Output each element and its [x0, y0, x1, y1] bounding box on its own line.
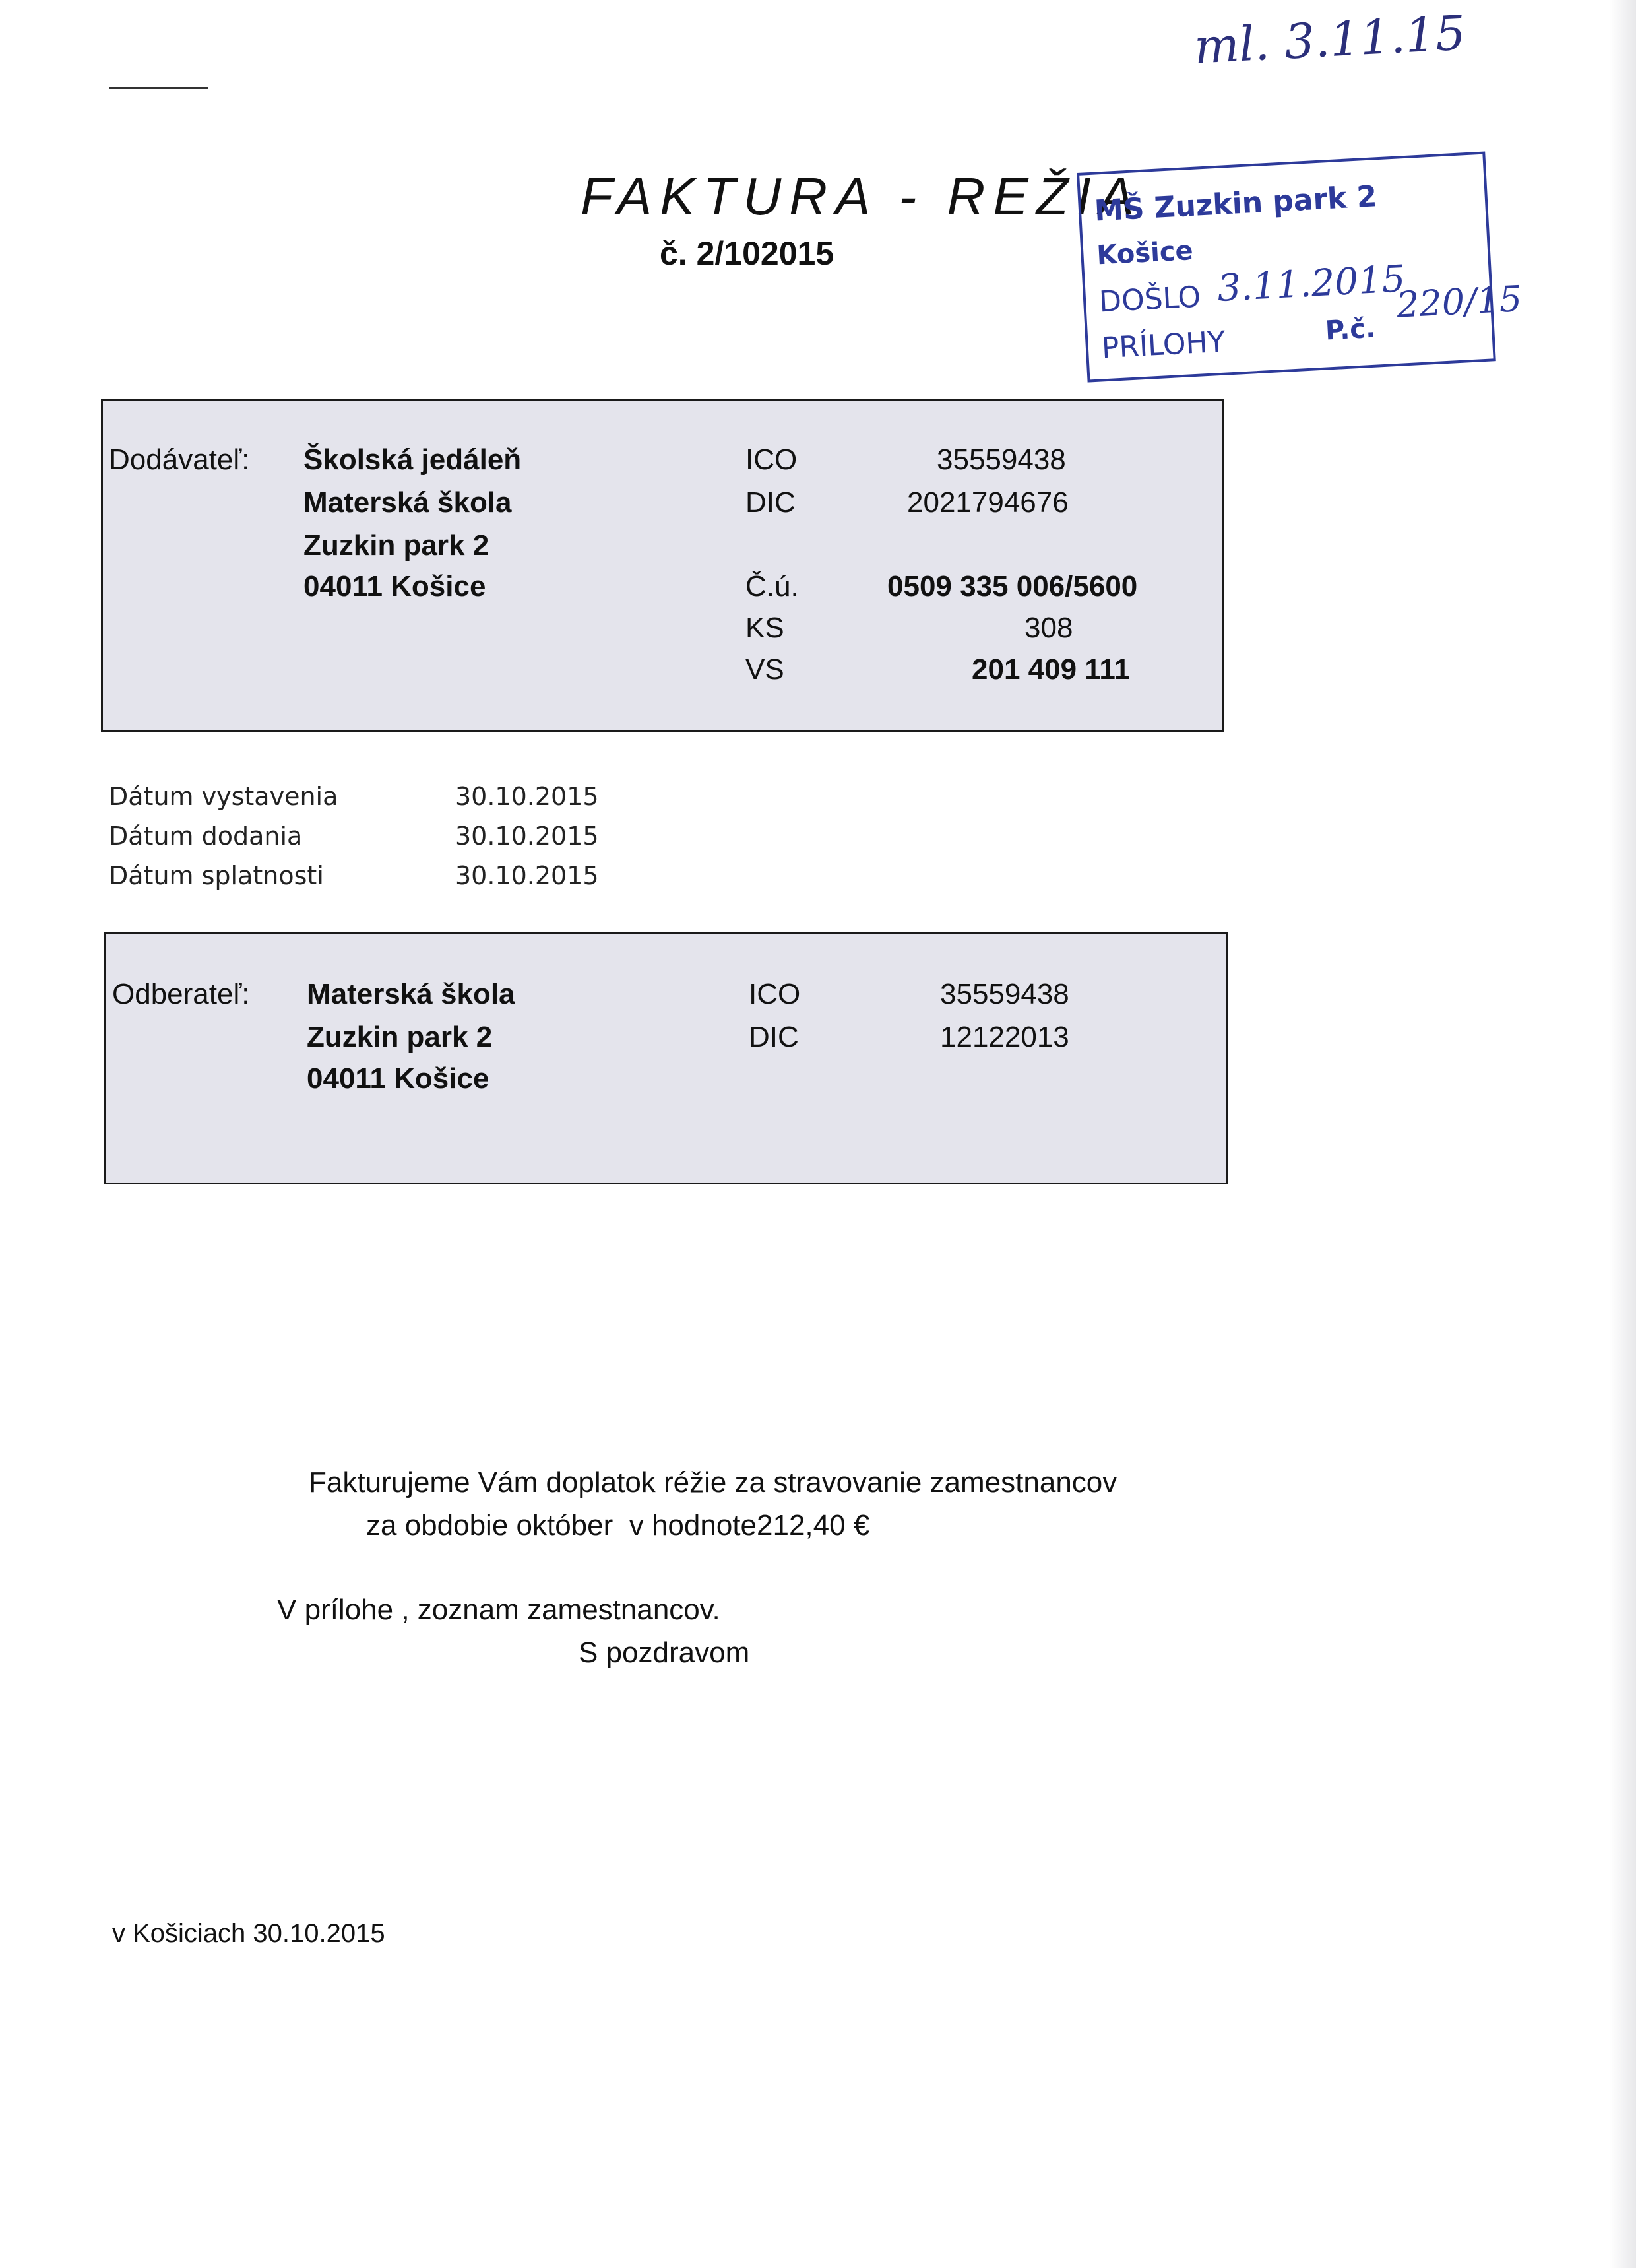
body-line-2: za obdobie október v hodnote212,40 €: [366, 1509, 870, 1541]
supplier-ks-label: KS: [745, 612, 784, 644]
supplier-ico: 35559438: [937, 443, 1066, 476]
customer-dic-label: DIC: [749, 1021, 799, 1053]
customer-dic: 12122013: [940, 1021, 1069, 1053]
supplier-ico-label: ICO: [745, 443, 798, 476]
customer-name: Materská škola: [307, 978, 515, 1010]
supplier-account: 0509 335 006/5600: [887, 570, 1138, 602]
body-line-4: S pozdravom: [579, 1636, 750, 1669]
due-date: 30.10.2015: [455, 861, 599, 890]
footer-place-date: v Košiciach 30.10.2015: [112, 1919, 385, 1948]
customer-city: 04011 Košice: [307, 1062, 489, 1095]
supplier-line2: Materská škola: [303, 486, 512, 519]
stamp-received-date: 3.11.2015: [1216, 257, 1406, 311]
supplier-account-label: Č.ú.: [745, 570, 799, 602]
stamp-pc-number: 220/15: [1395, 277, 1523, 326]
invoice-number: č. 2/102015: [660, 235, 834, 272]
issue-date-label: Dátum vystavenia: [109, 782, 338, 811]
customer-box: [104, 932, 1228, 1184]
customer-label: Odberateľ:: [112, 978, 250, 1010]
delivery-date-label: Dátum dodania: [109, 822, 303, 851]
supplier-street: Zuzkin park 2: [303, 529, 489, 562]
delivery-date: 30.10.2015: [455, 822, 599, 851]
stamp-attachments-label: PRÍLOHY: [1100, 325, 1226, 366]
supplier-city: 04011 Košice: [303, 570, 486, 602]
customer-street: Zuzkin park 2: [307, 1021, 493, 1053]
customer-ico: 35559438: [940, 978, 1069, 1010]
page-edge-shadow: [1610, 0, 1636, 2268]
supplier-vs-label: VS: [745, 653, 784, 686]
handwritten-note: ml. 3.11.15: [1193, 5, 1467, 75]
top-rule: [109, 87, 208, 89]
supplier-label: Dodávateľ:: [109, 443, 250, 476]
supplier-ks: 308: [1024, 612, 1073, 644]
received-stamp: [1077, 152, 1523, 383]
invoice-title: FAKTURA - REŽIA: [581, 167, 1143, 226]
customer-ico-label: ICO: [749, 978, 801, 1010]
body-line-3: V prílohe , zoznam zamestnancov.: [277, 1594, 720, 1626]
supplier-dic: 2021794676: [907, 486, 1069, 519]
body-line-1: Fakturujeme Vám doplatok réžie za stravovanie zamestnancov: [309, 1466, 1117, 1499]
due-date-label: Dátum splatnosti: [109, 861, 324, 890]
stamp-pc-label: P.č.: [1324, 313, 1377, 346]
issue-date: 30.10.2015: [455, 782, 599, 811]
stamp-line2: Košice: [1096, 235, 1194, 271]
supplier-vs: 201 409 111: [972, 653, 1130, 686]
supplier-name: Školská jedáleň: [303, 443, 522, 476]
stamp-line1: MŠ Zuzkin park 2: [1093, 179, 1378, 228]
stamp-received-label: DOŠLO: [1098, 280, 1202, 319]
supplier-dic-label: DIC: [745, 486, 796, 519]
